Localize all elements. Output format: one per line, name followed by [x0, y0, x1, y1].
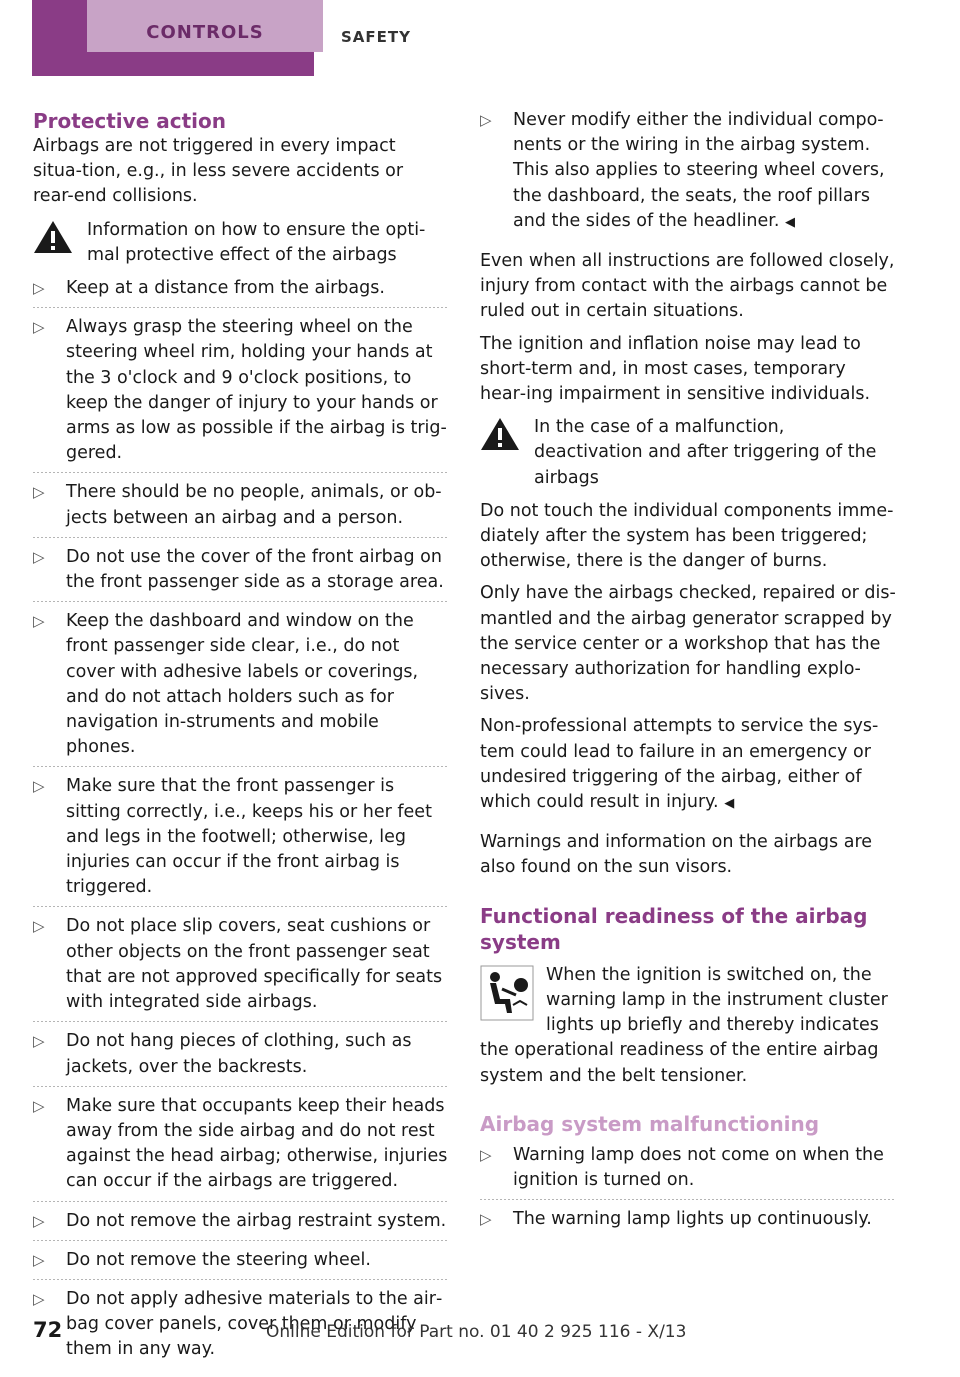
- malfunction-bullet-list: [480, 1143, 896, 1240]
- bullet-arrow-icon: ▷: [33, 1096, 45, 1115]
- bullet-arrow-icon: ▷: [33, 612, 45, 631]
- warning-text: Information on how to ensure the opti‐mal protective effect of the airbags: [87, 219, 426, 265]
- edition-footer: Online Edition for Part no. 01 40 2 925 116 - X/13: [266, 1322, 687, 1342]
- bullet-arrow-icon: ▷: [480, 1145, 492, 1164]
- warning-triangle-icon: [480, 417, 520, 451]
- warning-text: In the case of a malfunction, deactivation and after triggering of the airbags: [534, 417, 877, 488]
- paragraph: Even when all instructions are followed closely, injury from contact with the airbags cannot be ruled out in certain situations.: [480, 251, 895, 322]
- list-item: ▷ Do not remove the airbag restraint system.: [33, 1209, 449, 1241]
- list-item: ▷ Always grasp the steering wheel on the steering wheel rim, holding your hands at the 3 o'clock and 9 o'clock positions, to keep the danger of injury to your hands or arms as low as possible if the airbag is trig‐gered.: [33, 315, 449, 473]
- paragraph: When the ignition is switched on, the warning lamp in the instrument cluster lights up briefly and thereby indicates the operational readiness of the entire airbag system and the belt tensioner.: [480, 964, 888, 1086]
- end-mark-icon: ◀: [724, 796, 735, 812]
- malfunction-heading: Airbag system malfunctioning: [480, 1111, 820, 1136]
- bullet-arrow-icon: ▷: [33, 1289, 45, 1308]
- page-number: 72: [33, 1318, 63, 1342]
- list-item: ▷ There should be no people, animals, or ob‐jects between an airbag and a person.: [33, 480, 449, 537]
- airbag-readiness-block: [480, 963, 896, 1089]
- warning-box: [33, 218, 449, 268]
- right-column: [480, 108, 896, 1246]
- functional-readiness-heading: Functional readiness of the airbag system: [480, 903, 868, 954]
- list-item: ▷ Do not remove the steering wheel.: [33, 1248, 449, 1280]
- list-item: ▷ Keep at a distance from the airbags.: [33, 276, 449, 308]
- list-item: ▷ Keep the dashboard and window on the front passenger side clear, i.e., do not cover with adhesive labels or coverings, and do not attach holders such as for navigation in‐struments and mobile phones.: [33, 609, 449, 767]
- bullet-arrow-icon: ▷: [33, 1250, 45, 1269]
- intro-paragraph: Airbags are not triggered in every impact situa‐tion, e.g., in less severe accidents or rear-end collisions.: [33, 136, 404, 207]
- paragraph: Non-professional attempts to service the sys‐tem could lead to failure in an emergency or undesired triggering of the airbag, either of which could result in injury. ◀: [480, 716, 879, 813]
- bullet-arrow-icon: ▷: [480, 111, 492, 129]
- bullet-arrow-icon: ▷: [33, 547, 45, 566]
- tab-controls-label-box: [87, 0, 323, 52]
- paragraph: Only have the airbags checked, repaired or dis‐mantled and the airbag generator scrapped by the service center or a workshop that has the necessary authorization for handling explo‐sives.: [480, 583, 896, 705]
- bullet-arrow-icon: ▷: [33, 917, 45, 936]
- bullet-arrow-icon: ▷: [33, 279, 45, 298]
- list-item: ▷ The warning lamp lights up continuously.: [480, 1207, 896, 1239]
- paragraph: The ignition and inflation noise may lead to short-term and, in most cases, temporary hear‐ing impairment in sensitive individuals.: [480, 333, 871, 405]
- modify-bullet-list: [480, 108, 896, 242]
- bullet-arrow-icon: ▷: [33, 1032, 45, 1051]
- bullet-arrow-icon: ▷: [33, 483, 45, 502]
- airbag-warning-lamp-icon: [480, 965, 534, 1021]
- list-item: ▷ Do not use the cover of the front airbag on the front passenger side as a storage area.: [33, 545, 449, 602]
- tab-safety[interactable]: SAFETY: [341, 28, 411, 46]
- list-item: ▷ Warning lamp does not come on when the ignition is turned on.: [480, 1143, 896, 1200]
- list-item: ▷ Make sure that occupants keep their heads away from the side airbag and do not rest against the head airbag; otherwise, injuries can occur if the airbags are triggered.: [33, 1094, 449, 1202]
- warning-box: [480, 415, 896, 491]
- paragraph: Warnings and information on the airbags are also found on the sun visors.: [480, 832, 873, 878]
- end-mark-icon: ◀: [785, 214, 796, 230]
- list-item: ▷ Make sure that the front passenger is sitting correctly, i.e., keeps his or her feet and legs in the footwell; otherwise, leg injuries can occur if the front airbag is triggered.: [33, 774, 449, 907]
- safety-bullet-list: [33, 276, 449, 1370]
- tab-controls[interactable]: [32, 0, 314, 76]
- warning-triangle-icon: [33, 220, 73, 254]
- paragraph: Do not touch the individual components imme‐diately after the system has been triggered; otherwise, there is the danger of burns.: [480, 500, 894, 572]
- bullet-arrow-icon: ▷: [33, 777, 45, 796]
- list-item: ▷ Do not apply adhesive materials to the air‐bag cover panels, cover them or modify them in any way.: [33, 1288, 443, 1360]
- tab-controls-label: CONTROLS: [146, 22, 264, 43]
- list-item: ▷ Do not hang pieces of clothing, such as jackets, over the backrests.: [33, 1029, 449, 1086]
- left-column: [33, 108, 449, 1377]
- bullet-arrow-icon: ▷: [33, 318, 45, 337]
- list-item: ▷ Never modify either the individual compo‐nents or the wiring in the airbag system. This also applies to steering wheel covers, the dashboard, the seats, the roof pillars and the sides of the headliner. ◀: [480, 110, 885, 231]
- bullet-arrow-icon: ▷: [33, 1211, 45, 1230]
- list-item: ▷ Do not place slip covers, seat cushions or other objects on the front passenger seat that are not approved specifically for seats with integrated side airbags.: [33, 914, 449, 1022]
- protective-action-heading: Protective action: [33, 109, 226, 133]
- bullet-arrow-icon: ▷: [480, 1210, 492, 1229]
